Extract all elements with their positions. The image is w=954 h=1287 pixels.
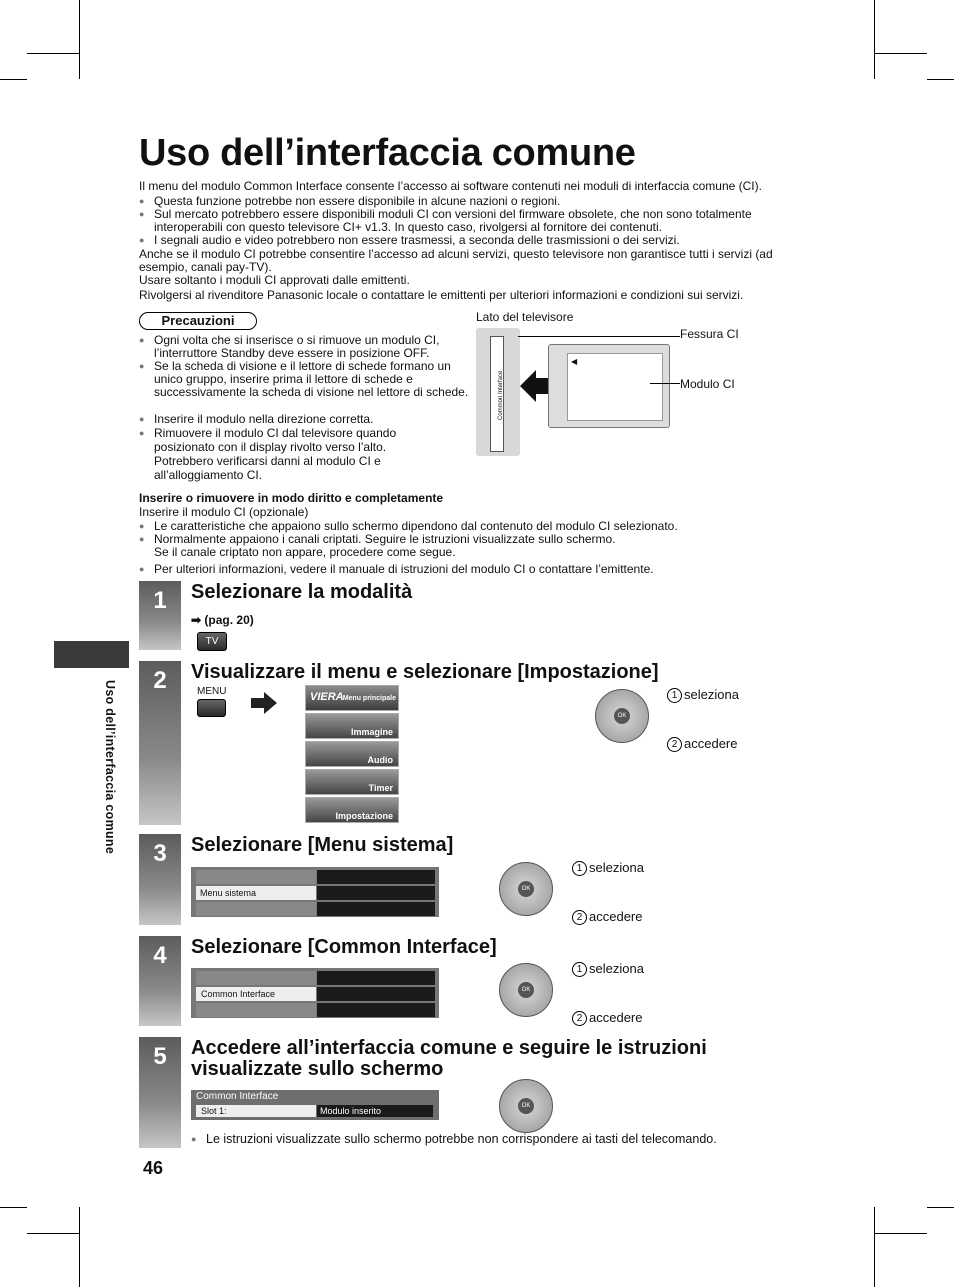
remote-dpad-icon: OK [499, 862, 553, 916]
intro-bullet: ● Sul mercato potrebbero essere disponibili moduli CI con versioni del firmware obsolete, che non sono totalmente interoperabili con questo televisore CI+ v1.3. In questo caso, rivolgersi al fornitore dei contenuti. [139, 207, 752, 235]
crop-mark [874, 1233, 927, 1234]
menu-header: VIERA Menu principale [305, 685, 399, 711]
module-label: Modulo CI [680, 377, 735, 391]
menu-item-timer: Timer [305, 769, 399, 795]
crop-mark [27, 1233, 80, 1234]
side-section-label: Uso dell’interfaccia comune [103, 680, 117, 855]
menu-item-immagine: Immagine [305, 713, 399, 739]
select-label: 1 seleziona [572, 860, 644, 876]
step-title: Selezionare [Common Interface] [191, 936, 497, 958]
crop-mark [27, 53, 80, 54]
intro-text: Il menu del modulo Common Interface consente l’accesso ai software contenuti nei moduli di interfaccia comune (CI). [139, 179, 762, 193]
precaution-item: ● Rimuovere il modulo CI dal televisore quando posizionato con il display rivolto verso l’alto. Potrebbero verificarsi danni al modulo CI e all’alloggiamento CI. [139, 426, 397, 482]
crop-mark [0, 79, 27, 80]
remote-dpad-icon: OK [595, 689, 649, 743]
step-title: Selezionare la modalità [191, 581, 413, 603]
step-number: 3 [153, 840, 167, 867]
crop-mark [874, 0, 875, 79]
menu-button [197, 699, 226, 717]
remote-dpad-icon: OK [499, 963, 553, 1017]
menu-item-impostazione: Impostazione [305, 797, 399, 823]
osd-menu [191, 968, 439, 1018]
select-label: 1 seleziona [572, 961, 644, 977]
precaution-item: ● Inserire il modulo nella direzione corretta. [139, 412, 374, 426]
paragraph: Usare soltanto i moduli CI approvati dalle emittenti. [139, 273, 410, 287]
menu-item-audio: Audio [305, 741, 399, 767]
step-number: 4 [153, 942, 167, 969]
remote-dpad-icon: OK [499, 1079, 553, 1133]
precaution-item: ● Se la scheda di visione e il lettore di schede formano un unico gruppo, inserire prima il lettore di schede e successivamente la scheda di visione nel lettore di schede. [139, 359, 469, 400]
crop-mark [874, 1207, 875, 1287]
crop-mark [874, 53, 927, 54]
osd-row-common-interface: Common Interface [196, 987, 316, 1001]
osd-slot-value: Modulo inserito [317, 1105, 433, 1117]
page-number: 46 [143, 1158, 164, 1178]
step-title: Accedere all’interfaccia comune e seguire le istruzioni visualizzate sullo schermo [191, 1037, 707, 1080]
access-label: 2 accedere [667, 736, 737, 752]
crop-mark [79, 0, 80, 79]
insert-bullet-continuation: Se il canale criptato non appare, procedere come segue. [154, 545, 456, 559]
crop-mark [927, 79, 954, 80]
crop-mark [79, 1207, 80, 1287]
menu-button-label: MENU [197, 686, 227, 697]
osd-menu [191, 867, 439, 917]
step-title: Visualizzare il menu e selezionare [Impostazione] [191, 661, 659, 683]
tv-side-panel [476, 328, 520, 456]
insert-bullet: ● Le caratteristiche che appaiono sullo schermo dipendono dal contenuto del modulo CI selezionato. [139, 519, 678, 533]
page-title: Uso dell’interfaccia comune [139, 132, 636, 174]
access-label: 2 accedere [572, 909, 642, 925]
arrow-right-icon: ➡ [191, 613, 202, 627]
tv-side-label: Lato del televisore [476, 310, 574, 324]
osd-ci-panel [191, 1090, 439, 1120]
insert-heading: Inserire o rimuovere in modo diritto e completamente [139, 491, 444, 505]
ci-module: ◀ [548, 344, 670, 428]
osd-row-menu-sistema: Menu sistema [196, 886, 316, 900]
insert-bullet: ● Per ulteriori informazioni, vedere il manuale di istruzioni del modulo CI o contattare l’emittente. [139, 562, 654, 576]
insert-subheading: Inserire il modulo CI (opzionale) [139, 505, 309, 519]
paragraph: Anche se il modulo CI potrebbe consentire l’accesso ad alcuni servizi, questo televisore non garantisce tutti i servizi (ad esempio, canali pay-TV). [139, 247, 773, 275]
arrow-right-icon [251, 692, 277, 714]
step-number: 1 [153, 587, 167, 614]
insert-arrow-icon [520, 366, 550, 406]
tv-button: TV [197, 632, 227, 651]
intro-bullet: ● Questa funzione potrebbe non essere disponibile in alcune nazioni o regioni. [139, 194, 561, 208]
paragraph: Rivolgersi al rivenditore Panasonic locale o contattare le emittenti per ulteriori informazioni e condizioni sui servizi. [139, 288, 744, 302]
osd-ci-header: Common Interface [196, 1091, 279, 1102]
slot-vertical-label: Common Interface [498, 370, 504, 420]
intro-bullet: ● I segnali audio e video potrebbero non essere trasmessi, a seconda delle trasmissioni o dei servizi. [139, 233, 680, 247]
final-note: ● Le istruzioni visualizzate sullo schermo potrebbe non corrispondere ai tasti del telecomando. [191, 1132, 717, 1146]
precaution-item: ● Ogni volta che si inserisce o si rimuove un modulo CI, l’interruttore Standby deve essere in posizione OFF. [139, 333, 440, 361]
access-label: 2 accedere [572, 1010, 642, 1026]
crop-mark [927, 1207, 954, 1208]
select-label: 1 seleziona [667, 687, 739, 703]
side-tab [54, 641, 129, 668]
crop-mark [0, 1207, 27, 1208]
osd-slot-label: Slot 1: [196, 1105, 316, 1117]
slot-label: Fessura CI [680, 327, 739, 341]
step-number: 5 [153, 1043, 167, 1070]
step-title: Selezionare [Menu sistema] [191, 834, 454, 856]
page-reference: ➡ (pag. 20) [191, 613, 254, 627]
precautions-badge: Precauzioni [139, 312, 257, 330]
step-number: 2 [153, 667, 167, 694]
insert-bullet: ● Normalmente appaiono i canali criptati. Seguire le istruzioni visualizzate sullo schermo. [139, 532, 616, 546]
